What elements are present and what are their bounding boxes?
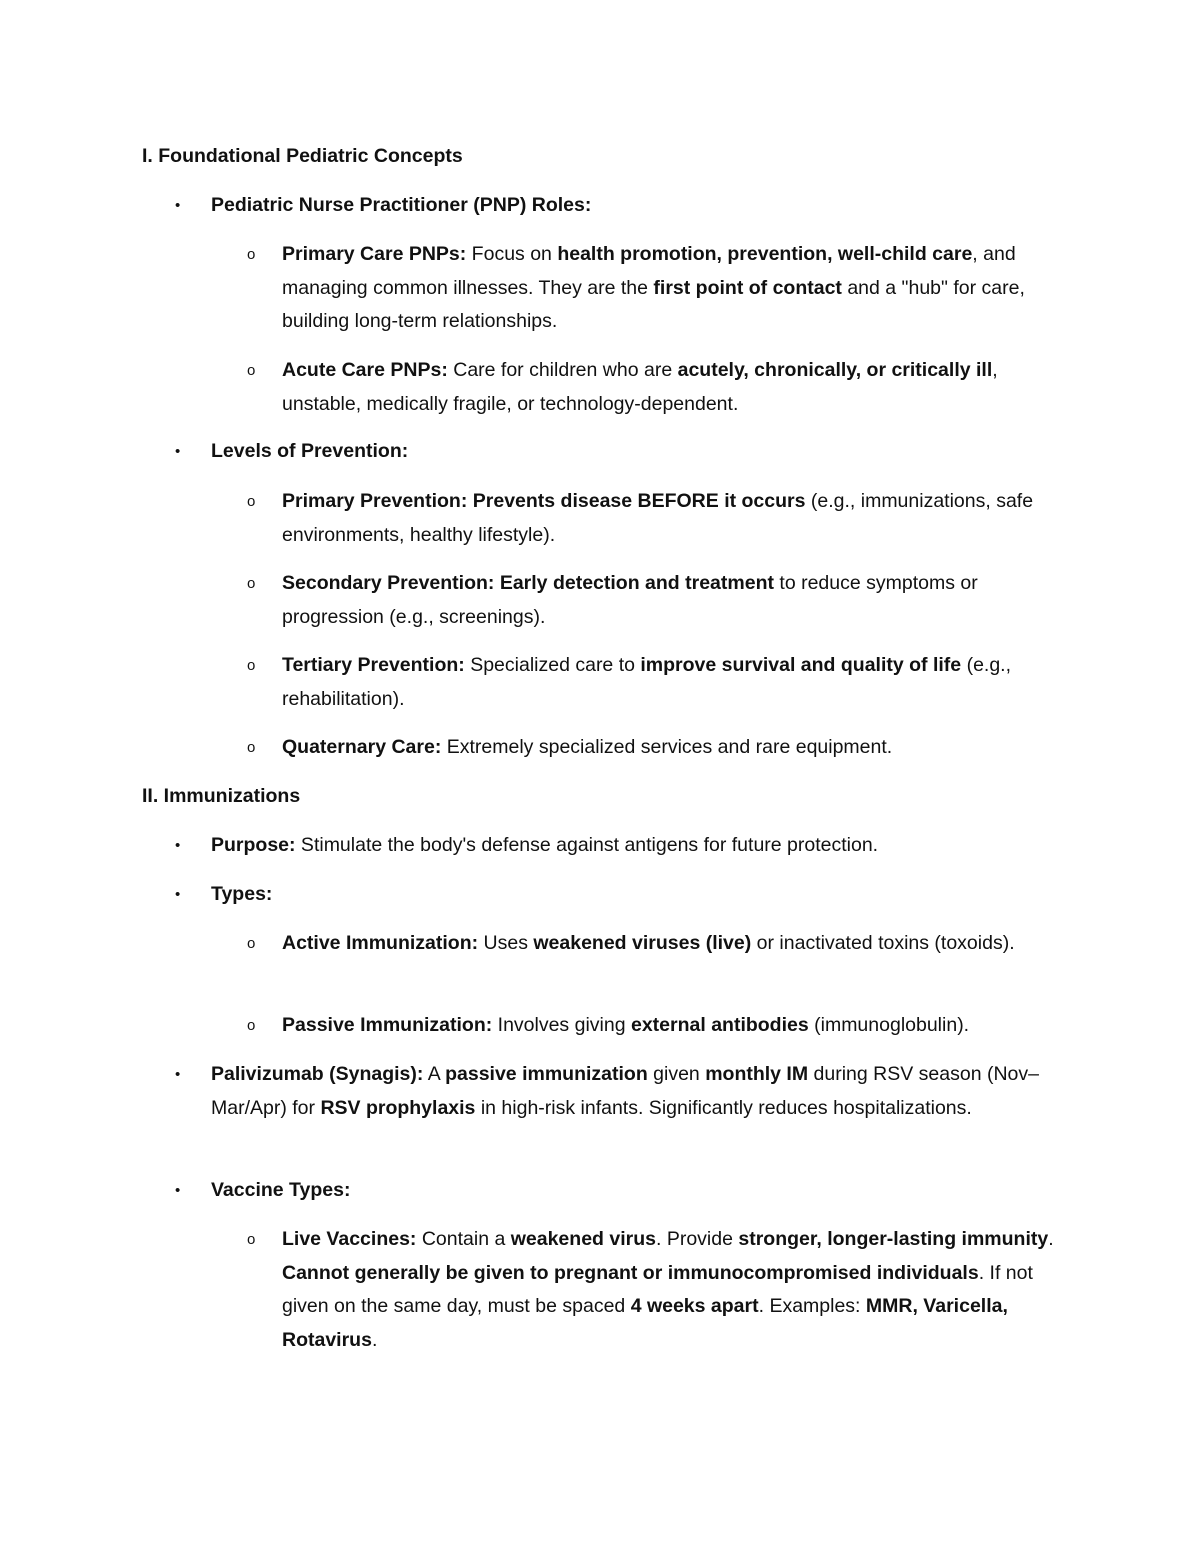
bold-text-run: Pediatric Nurse Practitioner (PNP) Roles: xyxy=(211,194,592,216)
bold-text-run: weakened virus xyxy=(510,1228,656,1250)
text-run: Stimulate the body's defense against antigens for future protection. xyxy=(295,834,879,856)
text-run: , and managing common illnesses. They are the xyxy=(282,243,1016,299)
text-run: Uses xyxy=(478,932,534,954)
bold-text-run: Levels of Prevention: xyxy=(211,440,409,462)
text-run: during RSV season (Nov–Mar/Apr) for xyxy=(211,1063,1039,1119)
bullet-marker: • xyxy=(175,1066,181,1083)
text-run: to reduce symptoms or progression (e.g., screenings). xyxy=(282,572,978,628)
text-run: A xyxy=(423,1063,446,1085)
bold-text-run: health promotion, prevention, well-child care xyxy=(557,243,973,265)
text-run: (immunoglobulin). xyxy=(808,1014,970,1036)
list-item xyxy=(211,1174,1091,1208)
bold-text-run: Primary Prevention: xyxy=(282,490,468,512)
bold-text-run: stronger, longer-lasting immunity xyxy=(738,1228,1049,1250)
bold-text-run: weakened viruses (live) xyxy=(533,932,752,954)
sub-bullet-marker: o xyxy=(247,362,256,379)
sub-list-item xyxy=(282,1223,1082,1357)
text-run: . xyxy=(1048,1228,1054,1250)
bold-text-run: Acute Care PNPs: xyxy=(282,359,448,381)
sub-bullet-marker: o xyxy=(247,935,256,952)
bold-text-run: Passive Immunization: xyxy=(282,1014,493,1036)
list-item xyxy=(211,829,1091,863)
list-item xyxy=(211,435,1091,469)
bullet-marker: • xyxy=(175,1182,181,1199)
sub-bullet-marker: o xyxy=(247,739,256,756)
text-run: (e.g., immunizations, safe environments, healthy lifestyle). xyxy=(282,490,1034,546)
text-run: (e.g., rehabilitation). xyxy=(282,654,1012,710)
bold-text-run: Cannot generally be given to pregnant or immunocompromised individuals xyxy=(282,1261,979,1284)
bold-text-run: Purpose: xyxy=(211,834,296,856)
sub-bullet-marker: o xyxy=(247,1017,256,1034)
bold-text-run: Vaccine Types: xyxy=(211,1179,351,1201)
sub-bullet-marker: o xyxy=(247,575,256,592)
sub-list-item xyxy=(282,485,1082,552)
bold-text-run: Prevents disease BEFORE it occurs xyxy=(472,490,806,512)
text-run: in high-risk infants. Significantly reduces hospitalizations. xyxy=(475,1096,972,1119)
text-run: given xyxy=(647,1063,706,1085)
text-run: . xyxy=(371,1328,378,1351)
bold-text-run: Primary Care PNPs: xyxy=(282,243,467,265)
bold-text-run: Active Immunization: xyxy=(282,932,479,954)
sub-list-item xyxy=(282,927,1082,961)
text-run: Care for children who are xyxy=(447,359,678,381)
text-run: Focus on xyxy=(466,243,558,265)
sub-list-item xyxy=(282,238,1082,339)
text-run: . Provide xyxy=(655,1228,739,1250)
sub-list-item xyxy=(282,649,1082,716)
bold-text-run: improve survival and quality of life xyxy=(640,654,962,676)
bold-text-run: Early detection and treatment xyxy=(499,572,774,594)
section-heading: II. Immunizations xyxy=(142,785,301,807)
bold-text-run: Secondary Prevention: xyxy=(282,572,495,594)
sub-bullet-marker: o xyxy=(247,1231,256,1248)
sub-list-item xyxy=(282,354,1082,421)
bullet-marker: • xyxy=(175,197,181,214)
text-run: , unstable, medically fragile, or technology-dependent. xyxy=(282,359,998,415)
text-run: . Examples: xyxy=(758,1295,866,1317)
bold-text-run: Tertiary Prevention: xyxy=(282,654,465,676)
bold-text-run: RSV prophylaxis xyxy=(320,1096,476,1119)
bold-text-run: Live Vaccines: xyxy=(282,1228,417,1250)
sub-bullet-marker: o xyxy=(247,246,256,263)
bold-text-run: MMR, Varicella, Rotavirus xyxy=(282,1295,1008,1351)
bold-text-run: Quaternary Care: xyxy=(282,736,442,758)
bold-text-run: acutely, chronically, or critically ill xyxy=(677,359,993,381)
sub-bullet-marker: o xyxy=(247,657,256,674)
sub-list-item xyxy=(282,1009,1082,1043)
text-run: Extremely specialized services and rare equipment. xyxy=(441,736,893,758)
text-run: . If not given on the same day, must be spaced xyxy=(282,1261,1033,1317)
sub-list-item xyxy=(282,567,1082,634)
bold-text-run: Palivizumab (Synagis): xyxy=(211,1063,424,1085)
bold-text-run: first point of contact xyxy=(653,276,842,299)
bold-text-run: 4 weeks apart xyxy=(630,1295,759,1317)
bold-text-run: Types: xyxy=(211,883,273,905)
list-item xyxy=(211,878,1091,912)
bold-text-run: monthly IM xyxy=(705,1063,809,1085)
text-run: Involves giving xyxy=(492,1014,631,1036)
list-item xyxy=(211,1058,1091,1125)
bullet-marker: • xyxy=(175,443,181,460)
text-run: Contain a xyxy=(416,1228,511,1250)
bullet-marker: • xyxy=(175,837,181,854)
text-run: or inactivated toxins (toxoids). xyxy=(751,932,1015,954)
bold-text-run: passive immunization xyxy=(445,1063,648,1085)
bullet-marker: • xyxy=(175,886,181,903)
sub-list-item xyxy=(282,731,1082,765)
bold-text-run: external antibodies xyxy=(630,1014,809,1036)
text-run: Specialized care to xyxy=(464,654,641,676)
section-heading: I. Foundational Pediatric Concepts xyxy=(142,145,463,167)
text-run: and a "hub" for care, building long-term relationships. xyxy=(282,276,1025,332)
sub-bullet-marker: o xyxy=(247,493,256,510)
list-item xyxy=(211,189,1091,223)
